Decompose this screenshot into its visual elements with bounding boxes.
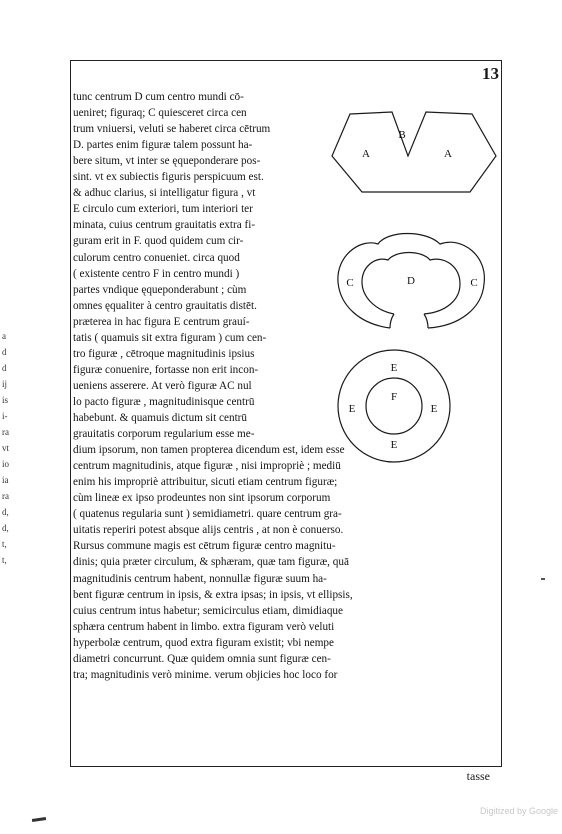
margin-fragment: d <box>2 347 7 357</box>
geometric-figures <box>330 96 500 468</box>
figure-ef-inner-circle <box>366 378 422 434</box>
text-line: habebunt. & quamuis dictum sit centrū <box>73 412 247 424</box>
margin-fragment: d, <box>2 507 9 517</box>
figure-label-a-right: A <box>444 148 452 160</box>
text-line: cuius centrum intus habetur; semicirculus etiam, dimidiaque <box>73 604 343 617</box>
top-rule <box>70 60 502 61</box>
text-line: præterea in hac figura E centrum grauí- <box>73 315 250 328</box>
text-line: tra; magnitudinis verò minime. verum objicies hoc loco for <box>73 668 338 681</box>
text-line: omnes ęqualiter à centro grauitatis distēt. <box>73 299 257 312</box>
text-line: E circulo cum exteriori, tum interiori ter <box>73 203 253 216</box>
margin-fragment: ra <box>2 427 9 437</box>
text-line: ( quatenus regularia sunt ) semidiametri. quare centrum gra- <box>73 508 342 521</box>
figure-cdc-opening <box>390 314 428 328</box>
catchword: tasse <box>466 769 490 783</box>
figure-ef <box>338 350 450 462</box>
page-number: 13 <box>482 64 499 83</box>
figure-label-e-bottom: E <box>390 439 398 451</box>
figure-ab-outline <box>332 112 496 192</box>
side-tick <box>541 578 545 580</box>
text-line: tatis ( quamuis sit extra figuram ) cum cen- <box>73 331 267 344</box>
margin-fragment: d, <box>2 523 9 533</box>
text-line: bere situm, vt inter se ęqueponderare pos- <box>73 155 261 168</box>
text-line: uitatis reperiri potest absque alijs centris , at non è conuerso. <box>73 524 344 537</box>
text-line: Rursus commune magis est cētrum figuræ centro magnitu- <box>73 540 336 553</box>
figure-label-c-left: C <box>346 277 354 289</box>
bottom-rule <box>70 766 502 767</box>
text-line: trum vniuersi, veluti se haberet circa cētrum <box>73 123 271 136</box>
text-line: bent figuræ centrum in ipsis, & extra ipsas; in ipsis, vt ellipsis, <box>73 588 353 601</box>
figure-cdc <box>338 234 485 329</box>
margin-fragment: d <box>2 363 7 373</box>
left-rule <box>70 60 71 766</box>
ink-mark <box>32 817 46 822</box>
margin-fragment: i- <box>2 411 8 421</box>
watermark-text: Digitized by Google <box>479 806 558 816</box>
text-line: enim his impropriè attribuitur, sicuti etiam centrum figuræ; <box>73 476 338 489</box>
text-line: culorum centro conueniet. circa quod <box>73 251 240 264</box>
text-line: ueniret; figuraq; C quiesceret circa cen <box>73 107 247 120</box>
margin-fragment: t, <box>2 555 7 565</box>
text-line: tro figuræ , cētroque magnitudinis ipsius <box>73 347 255 360</box>
text-line: partes vndique ęqueponderabunt ; cùm <box>73 283 247 296</box>
figure-label-b: B <box>398 129 406 141</box>
margin-fragment: is <box>2 395 9 405</box>
text-line: grauitatis corporum regularium esse me- <box>73 428 255 441</box>
text-line: & adhuc clarius, si intelligatur figura , vt <box>73 187 256 200</box>
figure-label-e-left: E <box>348 403 356 415</box>
figure-label-c-right: C <box>470 277 478 289</box>
text-line: hyperbolæ centrum, quod extra figuram existit; vbi nempe <box>73 636 334 649</box>
text-line: diametri concurrunt. Quæ quidem omnia sunt figuræ cen- <box>73 652 331 665</box>
margin-fragment: io <box>2 459 10 469</box>
text-line: ueniens asserere. At verò figuræ AC nul <box>73 379 252 392</box>
text-line: magnitudinis centrum habent, nonnullæ figuræ suum ha- <box>73 572 327 585</box>
text-line: ( existente centro F in centro mundi ) <box>73 267 240 280</box>
margin-fragment: vt <box>2 443 10 453</box>
text-line: guram erit in F. quod quidem cum cir- <box>73 235 244 248</box>
text-line: sphæra centrum habent in limbo. extra figuram verò veluti <box>73 620 335 633</box>
margin-fragment: ia <box>2 475 9 485</box>
text-line: tunc centrum D cum centro mundi cō- <box>73 91 244 103</box>
margin-fragment: t, <box>2 539 7 549</box>
text-line: cùm lineæ ex ipso prodeuntes non sint ipsorum corporum <box>73 492 331 505</box>
text-line: sint. vt ex subiectis figuris perspicuum est. <box>73 171 264 184</box>
figure-label-d: D <box>407 275 415 287</box>
text-line: dinis; quia præter circulum, & sphæram, quæ tam figuræ, quā <box>73 556 349 569</box>
figure-label-f: F <box>390 391 398 403</box>
margin-fragment: a <box>2 331 6 341</box>
text-line: centrum magnitudinis, atque figuræ , nisi impropriè ; mediū <box>73 460 341 473</box>
figure-label-e-right: E <box>430 403 438 415</box>
text-line: lo pacto figuræ , magnitudinisque centrū <box>73 395 255 408</box>
margin-fragment: ij <box>2 379 8 389</box>
figure-ab <box>332 112 496 192</box>
text-line: D. partes enim figuræ talem possunt ha- <box>73 139 253 152</box>
text-line: figuræ conuenire, fortasse non erit incon- <box>73 363 259 376</box>
right-rule <box>501 60 502 766</box>
figure-label-e-top: E <box>390 362 398 374</box>
figure-label-a-left: A <box>362 148 370 160</box>
text-line: dium ipsorum, non tamen propterea dicendum est, idem esse <box>73 444 345 457</box>
text-line: minata, cuius centrum grauitatis extra fi- <box>73 219 256 232</box>
margin-fragment: ra <box>2 491 9 501</box>
